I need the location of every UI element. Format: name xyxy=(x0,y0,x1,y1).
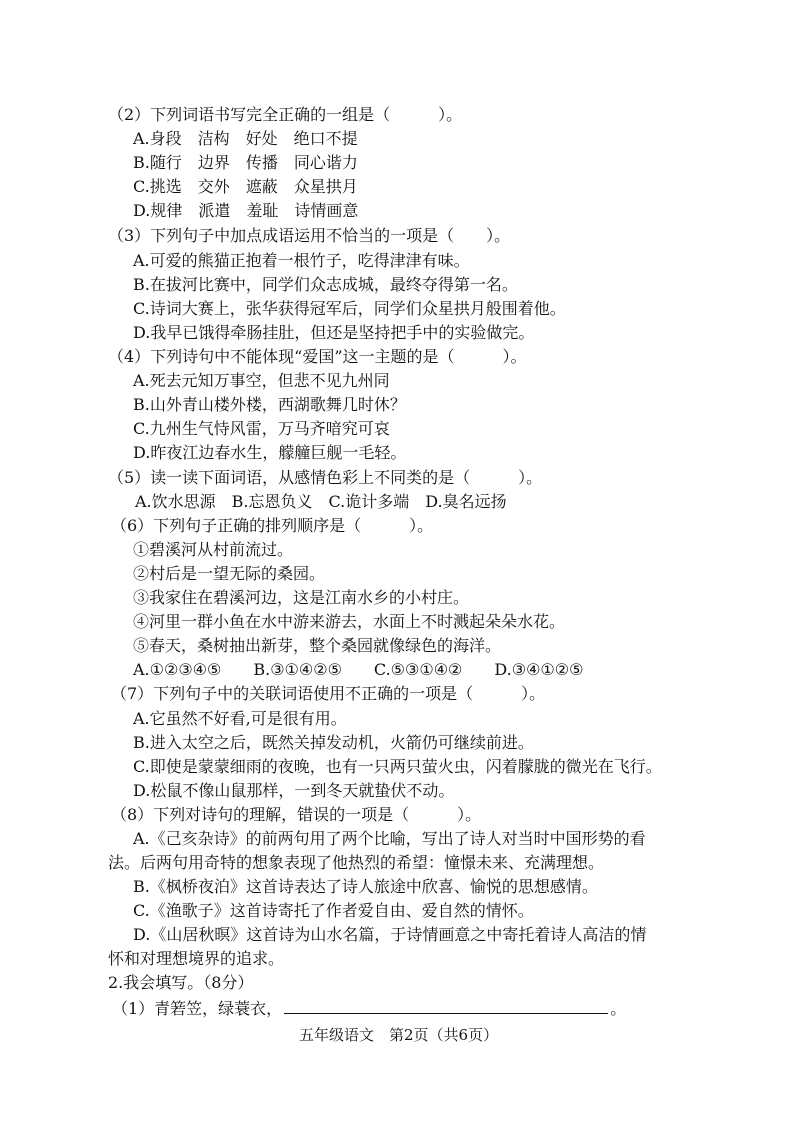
q7-option-c: C.即使是蒙蒙细雨的夜晚，也有一只两只萤火虫，闪着朦胧的微光在飞行。 xyxy=(133,757,662,776)
q8-line-4: C.《渔歌子》这首诗寄托了作者爱自由、爱自然的情怀。 xyxy=(133,901,534,920)
q8-line-5: D.《山居秋暝》这首诗为山水名篇，于诗情画意之中寄托着诗人高洁的情 xyxy=(133,925,647,944)
q7-option-a: A.它虽然不好看,可是很有用。 xyxy=(133,709,347,728)
q4-option-d: D.昨夜江边春水生，艨艟巨舰一毛轻。 xyxy=(133,443,407,462)
q6-stem: （6）下列句子正确的排列顺序是（ ）。 xyxy=(111,516,434,535)
q2-option-b: B.随行 边界 传播 同心谐力 xyxy=(133,153,358,172)
q3-option-d: D.我早已饿得牵肠挂肚，但还是坚持把手中的实验做完。 xyxy=(133,323,535,342)
q6-options: A.①②③④⑤ B.③①④②⑤ C.⑤③①④② D.③④①②⑤ xyxy=(133,660,584,679)
q6-sentence-3: ③我家住在碧溪河边，这是江南水乡的小村庄。 xyxy=(133,588,470,607)
q7-option-d: D.松鼠不像山鼠那样，一到冬天就蛰伏不动。 xyxy=(133,781,455,800)
q2-stem: （2）下列词语书写完全正确的一组是（ ）。 xyxy=(108,105,463,124)
item-1-suffix: 。 xyxy=(610,999,627,1018)
q3-option-b: B.在拔河比赛中，同学们众志成城，最终夺得第一名。 xyxy=(133,275,518,294)
q7-option-b: B.进入太空之后，既然关掉发动机，火箭仍可继续前进。 xyxy=(133,733,534,752)
q4-option-a: A.死去元知万事空，但悲不见九州同 xyxy=(133,371,390,390)
q5-options: A.饮水思源 B.忘恩负义 C.诡计多端 D.臭名远扬 xyxy=(135,492,507,511)
q3-option-c: C.诗词大赛上，张华获得冠军后，同学们众星拱月般围着他。 xyxy=(133,299,566,318)
item-1-prefix: （1）青箬笠，绿蓑衣， xyxy=(112,999,283,1018)
q3-stem: （3）下列句子中加点成语运用不恰当的一项是（ ）。 xyxy=(108,226,511,245)
section-2-heading: 2.我会填写。（8分） xyxy=(108,973,254,992)
q2-option-a: A.身段 洁构 好处 绝口不提 xyxy=(133,129,358,148)
q8-line-2: 法。后两句用奇特的想象表现了他热烈的希望：憧憬未来、充满理想。 xyxy=(108,853,605,872)
q4-stem: （4）下列诗句中不能体现“爱国”这一主题的是（ ）。 xyxy=(108,347,527,366)
q6-sentence-5: ⑤春天，桑树抽出新芽，整个桑园就像绿色的海洋。 xyxy=(133,636,502,655)
q8-line-3: B.《枫桥夜泊》这首诗表达了诗人旅途中欣喜、愉悦的思想感情。 xyxy=(133,877,598,896)
q6-sentence-4: ④河里一群小鱼在水中游来游去，水面上不时溅起朵朵水花。 xyxy=(133,612,566,631)
q4-option-c: C.九州生气恃风雷，万马齐喑究可哀 xyxy=(133,419,390,438)
answer-blank[interactable] xyxy=(284,997,608,1014)
q8-line-1: A.《己亥杂诗》的前两句用了两个比喻，写出了诗人对当时中国形势的看 xyxy=(133,829,646,848)
q2-option-d: D.规律 派遣 羞耻 诗情画意 xyxy=(133,201,359,220)
q8-stem: （8）下列对诗句的理解，错误的一项是（ ）。 xyxy=(111,805,482,824)
section-2-item-1 xyxy=(112,997,626,1020)
q6-sentence-2: ②村后是一望无际的桑园。 xyxy=(133,564,326,583)
page-footer: 五年级语文 第2页（共6页） xyxy=(299,1026,499,1044)
q2-option-c: C.挑选 交外 遮蔽 众星拱月 xyxy=(133,177,358,196)
q7-stem: （7）下列句子中的关联词语使用不正确的一项是（ ）。 xyxy=(111,684,546,703)
q5-stem: （5）读一读下面词语，从感情色彩上不同类的是（ ）。 xyxy=(108,468,543,487)
q6-sentence-1: ①碧溪河从村前流过。 xyxy=(133,540,294,559)
q8-line-6: 怀和对理想境界的追求。 xyxy=(108,949,285,968)
q3-option-a: A.可爱的熊猫正抱着一根竹子，吃得津津有味。 xyxy=(133,251,470,270)
q4-option-b: B.山外青山楼外楼，西湖歌舞几时休？ xyxy=(133,395,406,414)
